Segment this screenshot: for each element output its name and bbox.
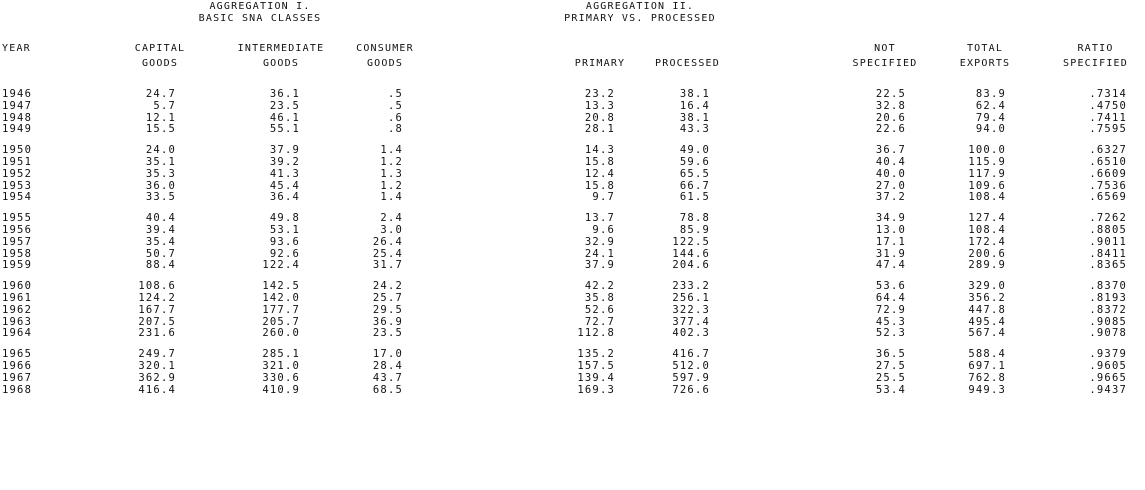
- table-row: [0, 236, 1145, 248]
- cell-processed: 43.3: [679, 123, 710, 136]
- cell-year: 1963: [2, 315, 33, 328]
- cell-consumer-goods: 31.7: [372, 259, 403, 272]
- cell-ratio-specified: .9437: [1089, 383, 1127, 396]
- table-row: [0, 212, 1145, 224]
- cell-total-exports: 117.9: [968, 167, 1006, 180]
- cell-total-exports: 949.3: [968, 383, 1006, 396]
- cell-total-exports: 495.4: [968, 315, 1006, 328]
- cell-processed: 233.2: [672, 280, 710, 293]
- cell-ratio-specified: .6609: [1089, 167, 1127, 180]
- cell-intermediate-goods: 49.8: [269, 212, 300, 225]
- cell-processed: 78.8: [679, 212, 710, 225]
- cell-not-specified: 36.7: [875, 144, 906, 157]
- cell-intermediate-goods: 46.1: [269, 111, 300, 124]
- cell-total-exports: 200.6: [968, 247, 1006, 260]
- cell-ratio-specified: .7595: [1089, 123, 1127, 136]
- cell-capital-goods: 24.7: [145, 88, 176, 100]
- cell-consumer-goods: 28.4: [372, 360, 403, 372]
- cell-year: 1948: [2, 111, 33, 124]
- cell-consumer-goods: 24.2: [372, 280, 403, 293]
- col-header-capital-goods-line2: GOODS: [141, 58, 179, 69]
- table-row: [0, 112, 1145, 124]
- cell-primary: 20.8: [584, 111, 615, 124]
- cell-year: 1961: [2, 292, 33, 304]
- cell-total-exports: 115.9: [968, 156, 1006, 168]
- cell-capital-goods: 249.7: [138, 348, 176, 361]
- cell-not-specified: 25.5: [875, 371, 906, 384]
- col-header-ratio-specified-line1: RATIO: [1077, 43, 1114, 54]
- cell-processed: 61.5: [679, 191, 710, 204]
- table-row: [0, 280, 1145, 292]
- cell-processed: 59.6: [679, 156, 710, 168]
- cell-year: 1968: [2, 383, 33, 396]
- cell-year: 1955: [2, 212, 33, 225]
- cell-not-specified: 45.3: [875, 315, 906, 328]
- cell-processed: 144.6: [672, 247, 710, 260]
- cell-primary: 14.3: [584, 144, 615, 157]
- cell-intermediate-goods: 55.1: [269, 123, 300, 136]
- cell-consumer-goods: 2.4: [380, 212, 403, 225]
- table-row: [0, 123, 1145, 135]
- col-header-intermediate-goods-line2: GOODS: [262, 58, 300, 69]
- cell-year: 1967: [2, 371, 33, 384]
- cell-consumer-goods: 29.5: [372, 303, 403, 316]
- cell-total-exports: 172.4: [968, 235, 1006, 248]
- col-header-consumer-goods-line1: CONSUMER: [356, 43, 414, 54]
- cell-consumer-goods: 43.7: [372, 371, 403, 384]
- cell-year: 1965: [2, 348, 33, 361]
- cell-capital-goods: 36.0: [145, 179, 176, 192]
- table-row: [0, 156, 1145, 168]
- table-row: [0, 248, 1145, 260]
- table-row: [0, 191, 1145, 203]
- cell-not-specified: 17.1: [875, 235, 906, 248]
- cell-capital-goods: 5.7: [153, 99, 176, 112]
- col-header-intermediate-goods-line1: INTERMEDIATE: [237, 43, 325, 54]
- cell-not-specified: 40.0: [875, 167, 906, 180]
- cell-capital-goods: 124.2: [138, 292, 176, 304]
- cell-not-specified: 32.8: [875, 99, 906, 112]
- cell-intermediate-goods: 41.3: [269, 167, 300, 180]
- cell-intermediate-goods: 93.6: [269, 235, 300, 248]
- cell-capital-goods: 362.9: [138, 371, 176, 384]
- cell-processed: 597.9: [672, 371, 710, 384]
- cell-processed: 322.3: [672, 303, 710, 316]
- cell-primary: 12.4: [584, 167, 615, 180]
- cell-consumer-goods: 1.3: [380, 167, 403, 180]
- cell-not-specified: 47.4: [875, 259, 906, 272]
- cell-capital-goods: 231.6: [138, 327, 176, 340]
- cell-not-specified: 22.6: [875, 123, 906, 136]
- cell-total-exports: 79.4: [975, 111, 1006, 124]
- table-row: [0, 180, 1145, 192]
- cell-processed: 416.7: [672, 348, 710, 361]
- cell-capital-goods: 416.4: [138, 383, 176, 396]
- cell-ratio-specified: .9379: [1089, 348, 1127, 361]
- cell-ratio-specified: .7536: [1089, 179, 1127, 192]
- table-row: [0, 100, 1145, 112]
- cell-processed: 16.4: [679, 99, 710, 112]
- cell-total-exports: 329.0: [968, 280, 1006, 293]
- cell-ratio-specified: .8370: [1089, 280, 1127, 293]
- cell-intermediate-goods: 92.6: [269, 247, 300, 260]
- cell-capital-goods: 12.1: [145, 111, 176, 124]
- table-row: [0, 168, 1145, 180]
- cell-processed: 512.0: [672, 360, 710, 372]
- cell-intermediate-goods: 23.5: [269, 99, 300, 112]
- cell-consumer-goods: 23.5: [372, 327, 403, 340]
- cell-ratio-specified: .7262: [1089, 212, 1127, 225]
- cell-consumer-goods: 17.0: [372, 348, 403, 361]
- col-header-ratio-specified-line2: SPECIFIED: [1063, 58, 1128, 69]
- cell-consumer-goods: .5: [387, 99, 403, 112]
- cell-not-specified: 20.6: [875, 111, 906, 124]
- table-row: [0, 384, 1145, 396]
- cell-ratio-specified: .4750: [1089, 99, 1127, 112]
- cell-not-specified: 13.0: [875, 224, 906, 236]
- cell-ratio-specified: .8805: [1089, 224, 1127, 236]
- cell-not-specified: 27.0: [875, 179, 906, 192]
- col-header-total-exports-line2: EXPORTS: [959, 58, 1011, 69]
- cell-ratio-specified: .8372: [1089, 303, 1127, 316]
- cell-primary: 112.8: [577, 327, 615, 340]
- aggregation-1-subtitle: BASIC SNA CLASSES: [198, 13, 322, 24]
- cell-ratio-specified: .6569: [1089, 191, 1127, 204]
- cell-intermediate-goods: 321.0: [262, 360, 300, 372]
- cell-year: 1964: [2, 327, 33, 340]
- cell-consumer-goods: 36.9: [372, 315, 403, 328]
- cell-year: 1958: [2, 247, 33, 260]
- table-row: [0, 348, 1145, 360]
- cell-total-exports: 762.8: [968, 371, 1006, 384]
- table-row: [0, 327, 1145, 339]
- cell-consumer-goods: 26.4: [372, 235, 403, 248]
- cell-not-specified: 52.3: [875, 327, 906, 340]
- cell-processed: 122.5: [672, 235, 710, 248]
- cell-capital-goods: 50.7: [145, 247, 176, 260]
- col-header-primary: PRIMARY: [574, 58, 626, 69]
- cell-ratio-specified: .9085: [1089, 315, 1127, 328]
- cell-year: 1954: [2, 191, 33, 204]
- cell-intermediate-goods: 177.7: [262, 303, 300, 316]
- cell-capital-goods: 35.3: [145, 167, 176, 180]
- cell-primary: 28.1: [584, 123, 615, 136]
- cell-ratio-specified: .8411: [1089, 247, 1127, 260]
- cell-total-exports: 447.8: [968, 303, 1006, 316]
- cell-year: 1946: [2, 88, 33, 100]
- cell-processed: 38.1: [679, 111, 710, 124]
- cell-capital-goods: 35.4: [145, 235, 176, 248]
- cell-consumer-goods: 25.7: [372, 292, 403, 304]
- cell-intermediate-goods: 53.1: [269, 224, 300, 236]
- cell-consumer-goods: .5: [387, 88, 403, 100]
- table-row: [0, 259, 1145, 271]
- cell-primary: 15.8: [584, 156, 615, 168]
- cell-intermediate-goods: 142.5: [262, 280, 300, 293]
- cell-processed: 256.1: [672, 292, 710, 304]
- cell-not-specified: 53.4: [875, 383, 906, 396]
- table-row: [0, 224, 1145, 236]
- cell-not-specified: 40.4: [875, 156, 906, 168]
- cell-primary: 23.2: [584, 88, 615, 100]
- cell-processed: 65.5: [679, 167, 710, 180]
- cell-year: 1960: [2, 280, 33, 293]
- cell-ratio-specified: .7314: [1089, 88, 1127, 100]
- cell-year: 1947: [2, 99, 33, 112]
- cell-intermediate-goods: 36.1: [269, 88, 300, 100]
- cell-total-exports: 94.0: [975, 123, 1006, 136]
- cell-primary: 9.6: [592, 224, 615, 236]
- table-row: [0, 372, 1145, 384]
- col-header-total-exports-line1: TOTAL: [966, 43, 1004, 54]
- cell-not-specified: 36.5: [875, 348, 906, 361]
- cell-total-exports: 108.4: [968, 191, 1006, 204]
- cell-total-exports: 588.4: [968, 348, 1006, 361]
- cell-intermediate-goods: 36.4: [269, 191, 300, 204]
- cell-consumer-goods: 68.5: [372, 383, 403, 396]
- cell-total-exports: 356.2: [968, 292, 1006, 304]
- cell-intermediate-goods: 410.9: [262, 383, 300, 396]
- cell-ratio-specified: .9665: [1089, 371, 1127, 384]
- cell-ratio-specified: .9011: [1089, 235, 1127, 248]
- cell-primary: 157.5: [577, 360, 615, 372]
- cell-ratio-specified: .8193: [1089, 292, 1127, 304]
- cell-capital-goods: 320.1: [138, 360, 176, 372]
- cell-capital-goods: 33.5: [145, 191, 176, 204]
- cell-ratio-specified: .7411: [1089, 111, 1127, 124]
- cell-not-specified: 37.2: [875, 191, 906, 204]
- cell-primary: 169.3: [577, 383, 615, 396]
- cell-processed: 377.4: [672, 315, 710, 328]
- cell-intermediate-goods: 39.2: [269, 156, 300, 168]
- cell-capital-goods: 207.5: [138, 315, 176, 328]
- cell-year: 1951: [2, 156, 33, 168]
- cell-processed: 66.7: [679, 179, 710, 192]
- cell-capital-goods: 24.0: [145, 144, 176, 157]
- cell-primary: 15.8: [584, 179, 615, 192]
- col-header-capital-goods-line1: CAPITAL: [134, 43, 186, 54]
- cell-not-specified: 53.6: [875, 280, 906, 293]
- col-header-consumer-goods-line2: GOODS: [366, 58, 404, 69]
- cell-total-exports: 127.4: [968, 212, 1006, 225]
- cell-ratio-specified: .6327: [1089, 144, 1127, 157]
- table-row: [0, 144, 1145, 156]
- cell-processed: 49.0: [679, 144, 710, 157]
- cell-total-exports: 289.9: [968, 259, 1006, 272]
- cell-ratio-specified: .9605: [1089, 360, 1127, 372]
- col-header-processed: PROCESSED: [655, 58, 720, 69]
- cell-primary: 13.7: [584, 212, 615, 225]
- cell-consumer-goods: 1.4: [380, 144, 403, 157]
- cell-not-specified: 31.9: [875, 247, 906, 260]
- cell-primary: 37.9: [584, 259, 615, 272]
- cell-intermediate-goods: 330.6: [262, 371, 300, 384]
- cell-capital-goods: 108.6: [138, 280, 176, 293]
- table-row: [0, 360, 1145, 372]
- cell-consumer-goods: .8: [387, 123, 403, 136]
- cell-consumer-goods: 1.2: [380, 156, 403, 168]
- cell-primary: 72.7: [584, 315, 615, 328]
- cell-processed: 402.3: [672, 327, 710, 340]
- cell-capital-goods: 40.4: [145, 212, 176, 225]
- cell-consumer-goods: 25.4: [372, 247, 403, 260]
- cell-capital-goods: 88.4: [145, 259, 176, 272]
- cell-intermediate-goods: 285.1: [262, 348, 300, 361]
- cell-primary: 135.2: [577, 348, 615, 361]
- cell-total-exports: 83.9: [975, 88, 1006, 100]
- cell-not-specified: 34.9: [875, 212, 906, 225]
- cell-year: 1949: [2, 123, 33, 136]
- cell-not-specified: 64.4: [875, 292, 906, 304]
- cell-ratio-specified: .8365: [1089, 259, 1127, 272]
- cell-year: 1953: [2, 179, 33, 192]
- cell-not-specified: 22.5: [875, 88, 906, 100]
- cell-primary: 42.2: [584, 280, 615, 293]
- col-header-year: YEAR: [2, 43, 31, 54]
- cell-primary: 139.4: [577, 371, 615, 384]
- cell-capital-goods: 39.4: [145, 224, 176, 236]
- cell-year: 1952: [2, 167, 33, 180]
- cell-year: 1962: [2, 303, 33, 316]
- cell-consumer-goods: 1.4: [380, 191, 403, 204]
- cell-ratio-specified: .6510: [1089, 156, 1127, 168]
- cell-not-specified: 27.5: [875, 360, 906, 372]
- aggregation-2-title: AGGREGATION II.: [585, 1, 695, 12]
- cell-primary: 9.7: [592, 191, 615, 204]
- cell-capital-goods: 167.7: [138, 303, 176, 316]
- cell-primary: 52.6: [584, 303, 615, 316]
- table-row: [0, 316, 1145, 328]
- cell-consumer-goods: 1.2: [380, 179, 403, 192]
- table-row: [0, 292, 1145, 304]
- cell-year: 1956: [2, 224, 33, 236]
- aggregation-1-title: AGGREGATION I.: [209, 1, 311, 12]
- cell-ratio-specified: .9078: [1089, 327, 1127, 340]
- cell-total-exports: 108.4: [968, 224, 1006, 236]
- cell-primary: 35.8: [584, 292, 615, 304]
- cell-year: 1966: [2, 360, 33, 372]
- table-row: [0, 88, 1145, 100]
- cell-year: 1957: [2, 235, 33, 248]
- col-header-not-specified-line1: NOT: [874, 43, 896, 54]
- cell-processed: 85.9: [679, 224, 710, 236]
- cell-year: 1950: [2, 144, 33, 157]
- cell-processed: 204.6: [672, 259, 710, 272]
- cell-consumer-goods: 3.0: [380, 224, 403, 236]
- cell-primary: 32.9: [584, 235, 615, 248]
- cell-primary: 24.1: [584, 247, 615, 260]
- cell-intermediate-goods: 37.9: [269, 144, 300, 157]
- cell-year: 1959: [2, 259, 33, 272]
- cell-intermediate-goods: 205.7: [262, 315, 300, 328]
- cell-total-exports: 697.1: [968, 360, 1006, 372]
- cell-total-exports: 109.6: [968, 179, 1006, 192]
- cell-intermediate-goods: 142.0: [262, 292, 300, 304]
- cell-intermediate-goods: 45.4: [269, 179, 300, 192]
- cell-processed: 38.1: [679, 88, 710, 100]
- cell-total-exports: 567.4: [968, 327, 1006, 340]
- aggregation-2-subtitle: PRIMARY VS. PROCESSED: [564, 13, 716, 24]
- table-row: [0, 304, 1145, 316]
- cell-capital-goods: 35.1: [145, 156, 176, 168]
- cell-not-specified: 72.9: [875, 303, 906, 316]
- cell-intermediate-goods: 122.4: [262, 259, 300, 272]
- cell-intermediate-goods: 260.0: [262, 327, 300, 340]
- cell-consumer-goods: .6: [387, 111, 403, 124]
- cell-primary: 13.3: [584, 99, 615, 112]
- cell-processed: 726.6: [672, 383, 710, 396]
- cell-total-exports: 100.0: [968, 144, 1006, 157]
- cell-capital-goods: 15.5: [145, 123, 176, 136]
- cell-total-exports: 62.4: [975, 99, 1006, 112]
- col-header-not-specified-line2: SPECIFIED: [852, 58, 918, 69]
